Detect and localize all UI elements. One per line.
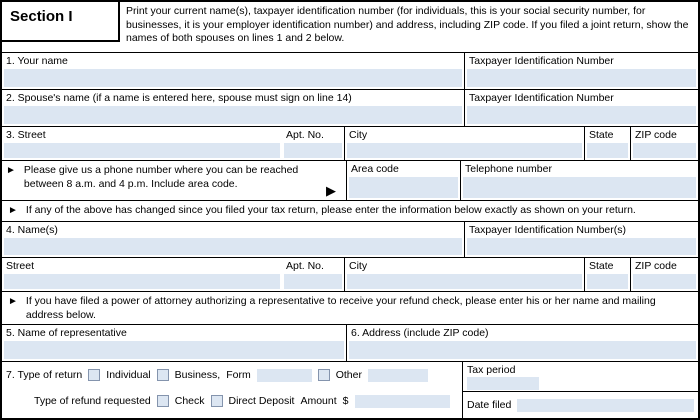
poa-note-row bbox=[2, 291, 698, 324]
apt-label: Apt. No. bbox=[286, 129, 324, 141]
state4-label: State bbox=[589, 260, 614, 272]
section-header-cell bbox=[2, 2, 120, 52]
tin1-cell bbox=[464, 53, 698, 89]
area-code-cell bbox=[346, 161, 460, 200]
names4-label: 4. Name(s) bbox=[6, 224, 58, 236]
changed-note-text: If any of the above has changed since you filed your tax return, please enter the information below exactly as shown on your return. bbox=[25, 204, 636, 217]
tin4-label: Taxpayer Identification Number(s) bbox=[469, 224, 626, 236]
zip-input[interactable] bbox=[633, 143, 696, 158]
form-number-input[interactable] bbox=[257, 369, 312, 382]
refund-type-line bbox=[2, 388, 462, 414]
poa-note-text: If you have filed a power of attorney authorizing a representative to receive your refund check, please enter his or her name and mailing address below. bbox=[25, 295, 656, 321]
spouse-name-label: 2. Spouse's name (if a name is entered here, spouse must sign on line 14) bbox=[6, 92, 352, 104]
state-cell bbox=[584, 127, 630, 160]
business-label: Business, bbox=[174, 369, 221, 381]
city-cell bbox=[344, 127, 584, 160]
apt-cell bbox=[282, 127, 344, 160]
arrow-right-icon: ► bbox=[8, 205, 18, 216]
tin4-input[interactable] bbox=[467, 238, 696, 255]
direct-deposit-checkbox[interactable] bbox=[211, 395, 223, 407]
check-label: Check bbox=[174, 395, 205, 407]
zip-cell bbox=[630, 127, 698, 160]
individual-checkbox[interactable] bbox=[88, 369, 100, 381]
dollar-sign: $ bbox=[342, 395, 349, 407]
line4-row bbox=[2, 221, 698, 257]
street-label: 3. Street bbox=[6, 129, 46, 141]
city4-input[interactable] bbox=[347, 274, 582, 289]
zip-label: ZIP code bbox=[635, 129, 677, 141]
city-label: City bbox=[349, 129, 368, 141]
arrow-right-icon: ► bbox=[6, 165, 16, 176]
zip4-input[interactable] bbox=[633, 274, 696, 289]
tin2-label: Taxpayer Identification Number bbox=[469, 92, 614, 104]
phone-prompt-cell bbox=[2, 161, 346, 200]
names4-cell bbox=[2, 222, 464, 257]
representative-label: 5. Name of representative bbox=[6, 327, 127, 339]
tax-period-label: Tax period bbox=[467, 364, 516, 376]
city4-label: City bbox=[349, 260, 368, 272]
changed-note-row bbox=[2, 200, 698, 221]
telephone-cell bbox=[460, 161, 698, 200]
type-of-return-label: 7. Type of return bbox=[6, 369, 83, 381]
apt4-input[interactable] bbox=[284, 274, 342, 289]
rep-address-cell bbox=[346, 325, 698, 361]
spouse-name-cell bbox=[2, 90, 464, 126]
city-input[interactable] bbox=[347, 143, 582, 158]
area-code-input[interactable] bbox=[349, 177, 458, 198]
rep-address-input[interactable] bbox=[349, 341, 696, 359]
area-code-label: Area code bbox=[351, 163, 399, 175]
other-label: Other bbox=[335, 369, 362, 381]
section-title: Section I bbox=[2, 2, 120, 42]
tin1-label: Taxpayer Identification Number bbox=[469, 55, 614, 67]
state4-cell bbox=[584, 258, 630, 291]
line4-address-row bbox=[2, 257, 698, 291]
zip4-label: ZIP code bbox=[635, 260, 677, 272]
amount-input[interactable] bbox=[355, 395, 450, 408]
date-filed-input[interactable] bbox=[517, 399, 694, 412]
your-name-input[interactable] bbox=[4, 69, 462, 87]
street-input[interactable] bbox=[4, 143, 280, 158]
tin2-input[interactable] bbox=[467, 106, 696, 124]
tin1-input[interactable] bbox=[467, 69, 696, 87]
line7-row bbox=[2, 361, 698, 418]
phone-row bbox=[2, 160, 698, 200]
direct-deposit-label: Direct Deposit bbox=[228, 395, 295, 407]
type-of-return-line bbox=[2, 362, 462, 388]
telephone-label: Telephone number bbox=[465, 163, 552, 175]
state-label: State bbox=[589, 129, 614, 141]
line1-row bbox=[2, 52, 698, 89]
business-checkbox[interactable] bbox=[157, 369, 169, 381]
apt4-cell bbox=[282, 258, 344, 291]
street4-cell bbox=[2, 258, 282, 291]
representative-cell bbox=[2, 325, 346, 361]
date-filed-label: Date filed bbox=[467, 399, 512, 411]
street4-label: Street bbox=[6, 260, 35, 272]
spouse-name-input[interactable] bbox=[4, 106, 462, 124]
line2-row bbox=[2, 89, 698, 126]
zip4-cell bbox=[630, 258, 698, 291]
street4-input[interactable] bbox=[4, 274, 280, 289]
state4-input[interactable] bbox=[587, 274, 628, 289]
phone-prompt-text: Please give us a phone number where you can be reached between 8 a.m. and 4 p.m. Include area code. bbox=[23, 164, 299, 190]
telephone-input[interactable] bbox=[463, 177, 696, 198]
your-name-label: 1. Your name bbox=[6, 55, 68, 67]
your-name-cell bbox=[2, 53, 464, 89]
city4-cell bbox=[344, 258, 584, 291]
tax-period-date-cell bbox=[462, 362, 698, 418]
section-header-row bbox=[2, 2, 698, 52]
arrow-right-icon: ► bbox=[8, 296, 18, 307]
names4-input[interactable] bbox=[4, 238, 462, 255]
apt4-label: Apt. No. bbox=[286, 260, 324, 272]
individual-label: Individual bbox=[106, 369, 151, 381]
section-instructions: Print your current name(s), taxpayer identification number (for individuals, this is your social security number, for businesses, it is your employer identification number) and address, including ZIP code. If you filed a joint return, show the names of both spouses on lines 1 and 2 below. bbox=[126, 5, 689, 45]
check-checkbox[interactable] bbox=[157, 395, 169, 407]
date-filed-block bbox=[463, 391, 698, 418]
other-checkbox[interactable] bbox=[318, 369, 330, 381]
refund-type-label: Type of refund requested bbox=[34, 395, 151, 407]
apt-input[interactable] bbox=[284, 143, 342, 158]
state-input[interactable] bbox=[587, 143, 628, 158]
tax-period-block bbox=[463, 362, 698, 391]
type-of-return-cell bbox=[2, 362, 462, 418]
amount-label: Amount bbox=[300, 395, 337, 407]
rep-address-label: 6. Address (include ZIP code) bbox=[351, 327, 489, 339]
tax-period-input[interactable] bbox=[467, 377, 539, 390]
form-label: Form bbox=[226, 369, 251, 381]
representative-input[interactable] bbox=[4, 341, 344, 359]
line3-row bbox=[2, 126, 698, 160]
street-cell bbox=[2, 127, 282, 160]
tin4-cell bbox=[464, 222, 698, 257]
line5-6-row bbox=[2, 324, 698, 361]
other-input[interactable] bbox=[368, 369, 428, 382]
tin2-cell bbox=[464, 90, 698, 126]
pointer-arrow-icon: ▶ bbox=[326, 183, 336, 198]
